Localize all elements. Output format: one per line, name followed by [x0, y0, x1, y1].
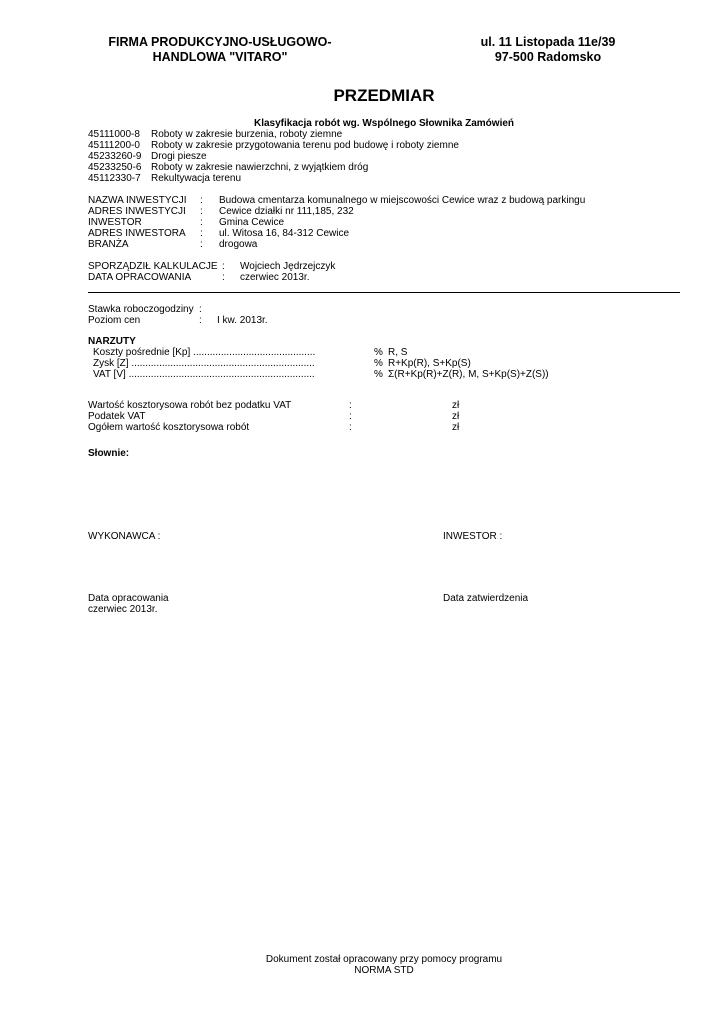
- field-label: BRANŻA: [88, 239, 129, 250]
- field-value: Budowa cmentarza komunalnego w miejscowości Cewice wraz z budową parkingu: [219, 195, 586, 206]
- field-label: SPORZĄDZIŁ KALKULACJE: [88, 261, 218, 272]
- field-label: INWESTOR: [88, 217, 142, 228]
- field-value: drogowa: [219, 239, 258, 250]
- company-address-line1: ul. 11 Listopada 11e/39: [480, 35, 616, 49]
- cpv-description: Roboty w zakresie nawierzchni, z wyjątkiem dróg: [151, 162, 369, 173]
- field-separator: :: [199, 304, 202, 315]
- field-value: Cewice działki nr 111,185, 232: [219, 206, 354, 217]
- field-label: DATA OPRACOWANIA: [88, 272, 192, 283]
- amount-in-words-label: Słownie:: [88, 448, 130, 459]
- footer-line2: NORMA STD: [354, 965, 414, 976]
- field-value: ul. Witosa 16, 84-312 Cewice: [219, 228, 350, 239]
- cpv-description: Drogi piesze: [151, 151, 207, 162]
- cpv-description: Roboty w zakresie przygotowania terenu pod budowę i roboty ziemne: [151, 140, 459, 151]
- total-unit: zł: [452, 400, 460, 411]
- field-label: ADRES INWESTYCJI: [88, 206, 186, 217]
- cpv-code: 45111200-0: [88, 140, 140, 151]
- field-separator: :: [200, 195, 203, 206]
- narzut-label: VAT [V] ...................................................................: [93, 369, 315, 380]
- approval-date-label: Data zatwierdzenia: [443, 593, 529, 604]
- total-separator: :: [349, 400, 352, 411]
- field-separator: :: [222, 261, 225, 272]
- field-separator: :: [200, 206, 203, 217]
- total-unit: zł: [452, 411, 460, 422]
- field-separator: :: [222, 272, 225, 283]
- total-unit: zł: [452, 422, 460, 433]
- narzuty-heading: NARZUTY: [88, 336, 136, 347]
- cpv-description: Roboty w zakresie burzenia, roboty ziemne: [151, 129, 343, 140]
- total-separator: :: [349, 411, 352, 422]
- company-name-line2: HANDLOWA "VITARO": [152, 50, 288, 64]
- total-label: Podatek VAT: [88, 411, 146, 422]
- narzut-unit: %: [374, 369, 383, 380]
- field-separator: :: [200, 239, 203, 250]
- company-address-line2: 97-500 Radomsko: [494, 50, 602, 64]
- field-label: ADRES INWESTORA: [88, 228, 186, 239]
- contractor-signature-label: WYKONAWCA :: [88, 531, 161, 542]
- preparation-date-value: czerwiec 2013r.: [88, 604, 158, 615]
- company-name-line1: FIRMA PRODUKCYJNO-USŁUGOWO-: [108, 35, 332, 49]
- narzut-value: Σ(R+Kp(R)+Z(R), M, S+Kp(S)+Z(S)): [388, 369, 549, 380]
- total-label: Wartość kosztorysowa robót bez podatku VAT: [88, 400, 292, 411]
- field-value: I kw. 2013r.: [217, 315, 268, 326]
- field-separator: :: [200, 228, 203, 239]
- classification-heading: Klasyfikacja robót wg. Wspólnego Słownika Zamówień: [253, 118, 515, 129]
- narzut-label: Koszty pośrednie [Kp] ............................................: [93, 347, 316, 358]
- document-title: PRZEDMIAR: [333, 86, 435, 105]
- narzut-value: R+Kp(R), S+Kp(S): [388, 358, 471, 369]
- field-label: NAZWA INWESTYCJI: [88, 195, 187, 206]
- field-value: Gmina Cewice: [219, 217, 285, 228]
- field-label: Stawka roboczogodziny: [88, 304, 194, 315]
- cpv-code: 45233260-9: [88, 151, 142, 162]
- cpv-code: 45233250-6: [88, 162, 142, 173]
- narzut-label: Zysk [Z] ..................................................................: [93, 358, 315, 369]
- field-value: Wojciech Jędrzejczyk: [240, 261, 336, 272]
- cpv-code: 45111000-8: [88, 129, 140, 140]
- field-label: Poziom cen: [88, 315, 141, 326]
- field-value: czerwiec 2013r.: [240, 272, 310, 283]
- section-divider: [88, 292, 680, 293]
- field-separator: :: [199, 315, 202, 326]
- footer-line1: Dokument został opracowany przy pomocy programu: [265, 954, 503, 965]
- preparation-date-label: Data opracowania: [88, 593, 169, 604]
- investor-signature-label: INWESTOR :: [443, 531, 503, 542]
- narzut-unit: %: [374, 347, 383, 358]
- cpv-description: Rekultywacja terenu: [151, 173, 242, 184]
- total-separator: :: [349, 422, 352, 433]
- total-label: Ogółem wartość kosztorysowa robót: [88, 422, 250, 433]
- field-separator: :: [200, 217, 203, 228]
- narzut-unit: %: [374, 358, 383, 369]
- narzut-value: R, S: [388, 347, 408, 358]
- cpv-code: 45112330-7: [88, 173, 141, 184]
